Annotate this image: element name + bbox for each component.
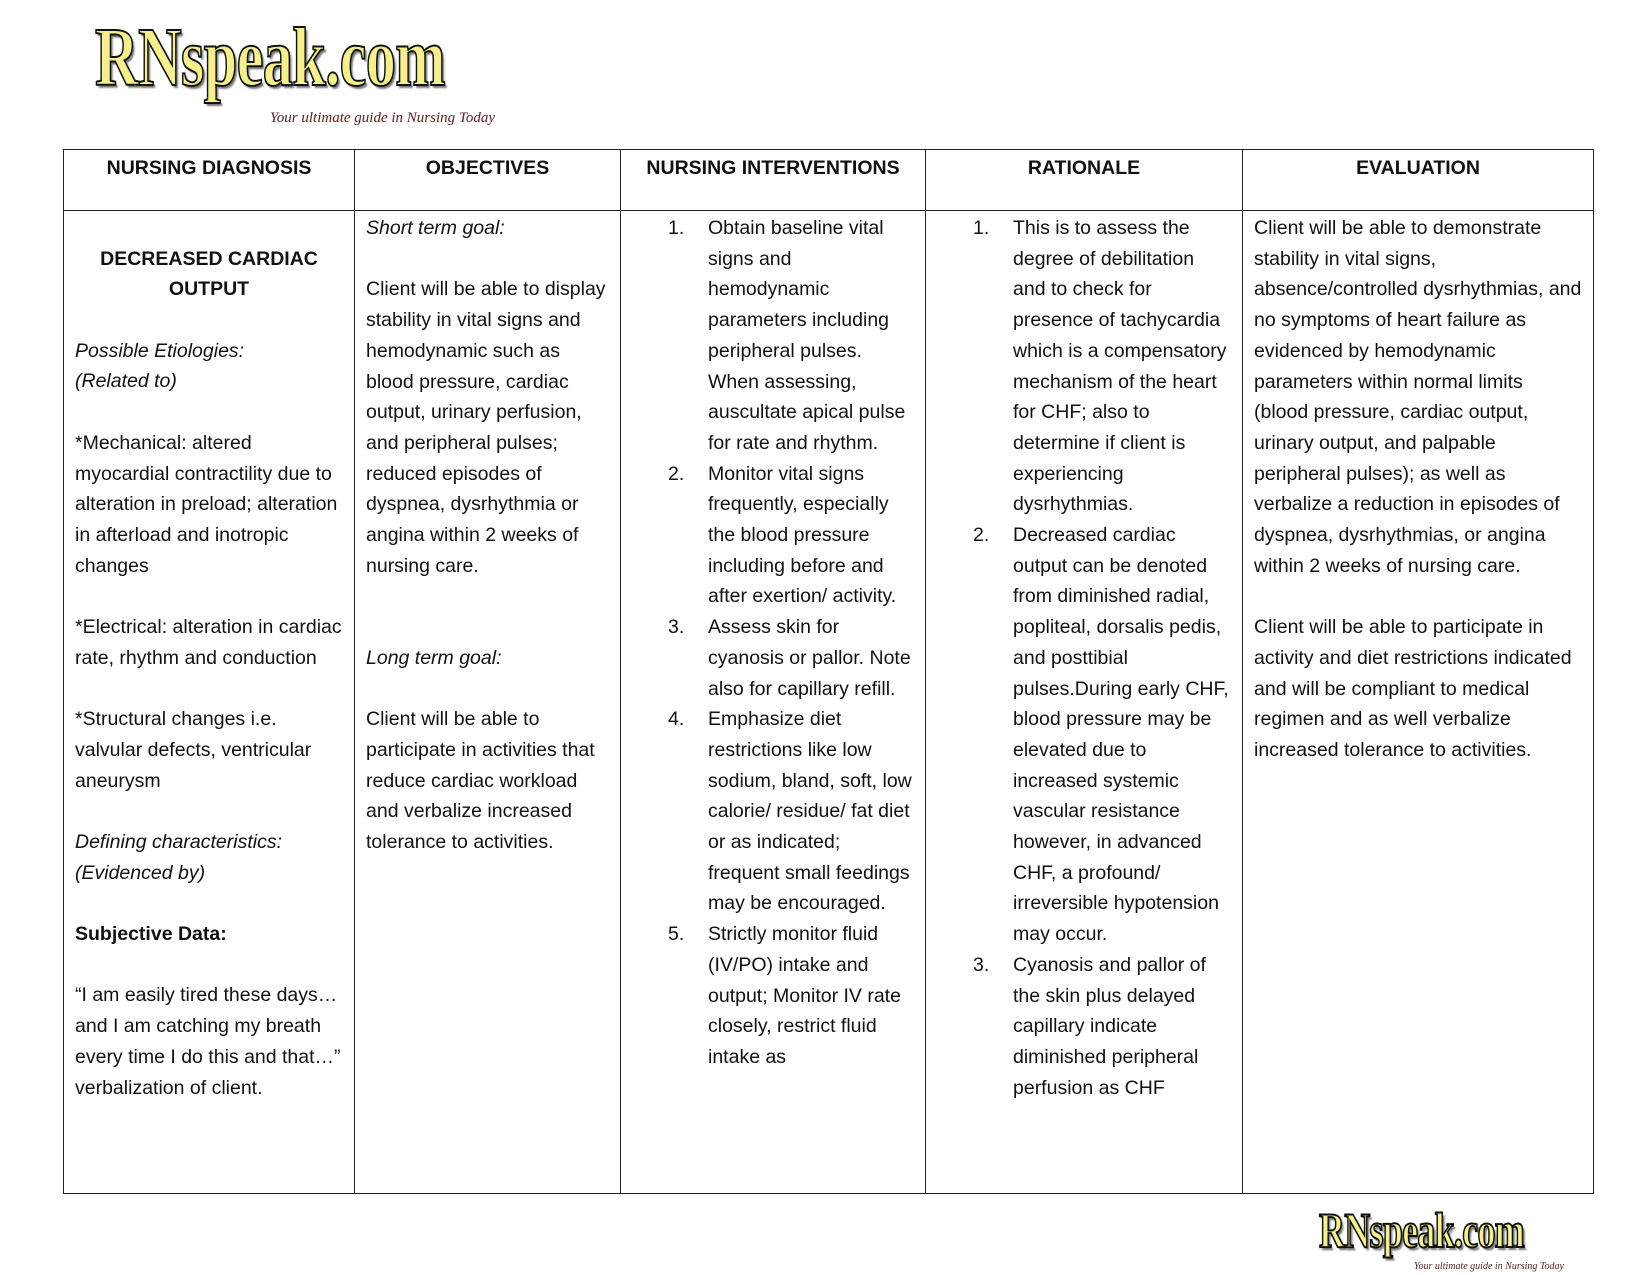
item-number: 5. (668, 923, 685, 946)
item-number: 4. (668, 708, 685, 731)
short-term-goal-label: Short term goal: (366, 217, 505, 239)
table-header-row (64, 150, 1594, 211)
evaluation-text-1: Client will be able to demonstrate stability in vital signs, absence/controlled dysrhythmias, and no symptoms of heart failure as evidenced by hemodynamic parameters within normal limits (blood pressure, cardiac output, urinary output, and palpable peripheral pulses); as well as verbalize a reduction in episodes of dyspnea, dysrhythmias, or angina within 2 weeks of nursing care. (1254, 217, 1582, 577)
intervention-item (632, 919, 914, 1073)
interventions-cell (621, 211, 926, 1194)
item-number: 1. (973, 217, 990, 239)
nursing-care-plan-table (63, 149, 1594, 1194)
item-number: 2. (668, 462, 685, 485)
long-term-goal-label: Long term goal: (366, 646, 502, 669)
item-text: Emphasize diet restrictions like low sodium, bland, soft, low calorie/ residue/ fat diet or as indicated; frequent small feedings may be encouraged. (708, 708, 912, 915)
etiologies-label: Possible Etiologies: (75, 339, 245, 362)
intervention-item (632, 704, 914, 919)
item-text: This is to assess the degree of debilitation and to check for presence of tachycardia which is a compensatory mechanism of the heart for CHF; also to determine if client is experiencing dysrhythmias. (1013, 217, 1227, 516)
rationale-item (937, 213, 1231, 520)
evaluation-text-2: Client will be able to participate in activity and diet restrictions indicated and will be compliant to medical regimen and as well verbalize increased tolerance to activities. (1254, 616, 1572, 761)
intervention-item (632, 459, 914, 613)
item-text: Strictly monitor fluid (IV/PO) intake and output; Monitor IV rate closely, restrict fluid intake as (708, 923, 901, 1068)
logo-brand: RNspeak.com (95, 11, 445, 104)
header-objectives: OBJECTIVES (355, 150, 621, 211)
short-term-goal-text: Client will be able to display stability in vital signs and hemodynamic such as blood pressure, cardiac output, urinary perfusion, and peripheral pulses; reduced episodes of dyspnea, dysrhythmia or angina within 2 weeks of nursing care. (366, 278, 606, 577)
long-term-goal-text: Client will be able to participate in activities that reduce cardiac workload and verbalize increased tolerance to activities. (366, 708, 595, 853)
rnspeak-logo-top (95, 8, 505, 128)
rnspeak-logo-bottom (1319, 1200, 1594, 1274)
item-text: Obtain baseline vital signs and hemodynamic parameters including peripheral pulses. When assessing, auscultate apical pulse for rate and rhythm. (708, 217, 906, 454)
subjective-data-label: Subjective Data: (75, 923, 227, 946)
item-number: 3. (668, 616, 685, 639)
evaluation-cell (1243, 211, 1594, 1194)
rationale-cell (926, 211, 1243, 1194)
item-text: Cyanosis and pallor of the skin plus delayed capillary indicate diminished peripheral perfusion as CHF (1013, 953, 1206, 1099)
item-number: 1. (668, 217, 685, 239)
content-wrapper (63, 149, 1594, 1274)
etiology-mechanical: *Mechanical: altered myocardial contractility due to alteration in preload; alteration in afterload and inotropic changes (75, 431, 338, 577)
item-number: 3. (973, 953, 990, 976)
item-text: Assess skin for cyanosis or pallor. Note also for capillary refill. (708, 616, 911, 700)
item-text: Decreased cardiac output can be denoted from diminished radial, popliteal, dorsalis pedis, and posttibial pulses.During early CHF, blood pressure may be elevated due to increased systemic vascular resistance however, in advanced CHF, a profound/ irreversible hypotension may occur. (1013, 524, 1229, 946)
client-quote: “I am easily tired these days…and I am catching my breath every time I do this and that…” verbalization of client. (75, 984, 341, 1099)
table-row (64, 211, 1594, 1194)
etiology-structural: *Structural changes i.e. valvular defects, ventricular aneurysm (75, 708, 312, 792)
rationale-list (937, 213, 1231, 1103)
intervention-item (632, 213, 914, 459)
item-number: 2. (973, 524, 990, 547)
header-nursing-interventions: NURSING INTERVENTIONS (621, 150, 926, 211)
intervention-item (632, 612, 914, 704)
objectives-cell (355, 211, 621, 1194)
logo-tagline: Your ultimate guide in Nursing Today (1413, 1261, 1564, 1272)
related-to-label: (Related to) (75, 370, 177, 393)
logo-brand: RNspeak.com (1319, 1202, 1525, 1258)
rationale-item (937, 950, 1231, 1104)
header-evaluation: EVALUATION (1243, 150, 1594, 211)
interventions-list (632, 213, 914, 1073)
diagnosis-cell (64, 211, 355, 1194)
defining-characteristics-label: Defining characteristics: (75, 830, 282, 853)
logo-tagline: Your ultimate guide in Nursing Today (269, 110, 495, 126)
item-text: Monitor vital signs frequently, especially the blood pressure including before and after exertion/ activity. (708, 462, 897, 608)
evidenced-by-label: (Evidenced by) (75, 861, 206, 884)
diagnosis-title: DECREASED CARDIAC OUTPUT (100, 247, 318, 301)
header-rationale: RATIONALE (926, 150, 1243, 211)
rationale-item (937, 520, 1231, 950)
header-nursing-diagnosis: NURSING DIAGNOSIS (64, 150, 355, 211)
etiology-electrical: *Electrical: alteration in cardiac rate, rhythm and conduction (75, 616, 342, 669)
